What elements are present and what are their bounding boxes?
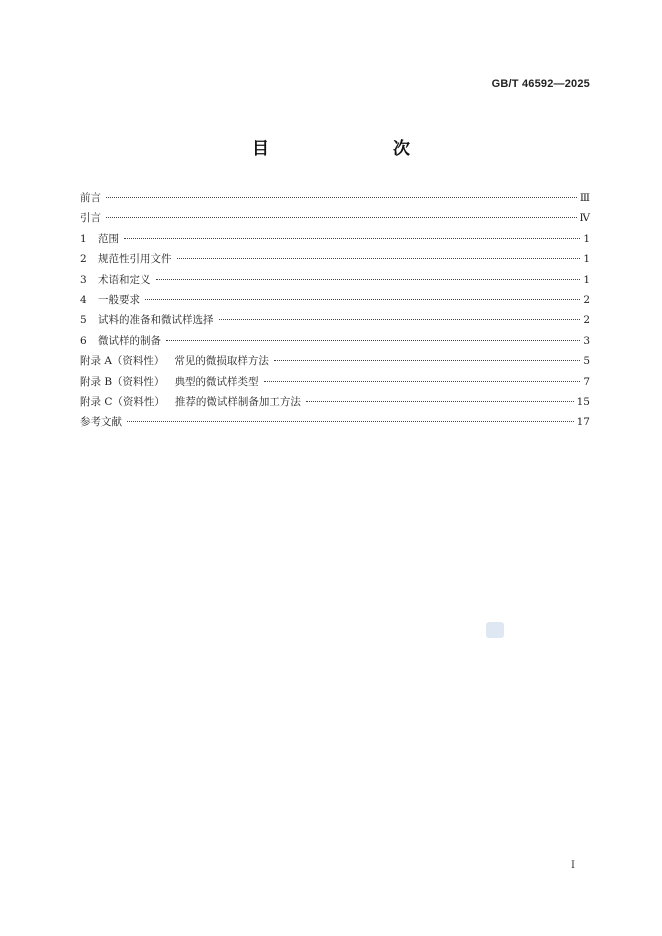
- toc-entry[interactable]: [80, 249, 590, 269]
- toc-entry-label: [80, 412, 122, 432]
- toc-entry[interactable]: [80, 372, 590, 392]
- toc-title: 目 次: [252, 139, 440, 159]
- page-number: I: [571, 860, 575, 871]
- toc-leader-dots: [274, 360, 580, 361]
- toc-entry-label: [80, 249, 172, 269]
- toc-entry-label: [80, 392, 301, 412]
- toc-leader-dots: [156, 279, 581, 280]
- toc-entry-title: 术语和定义: [98, 273, 151, 286]
- toc-entry[interactable]: [80, 331, 590, 351]
- toc-entry-label: [80, 310, 214, 330]
- toc-entry-label: [80, 208, 101, 228]
- table-of-contents: [80, 188, 590, 433]
- toc-entry-page: 17: [576, 416, 590, 429]
- toc-entry-page: 3: [583, 334, 590, 347]
- toc-entry[interactable]: [80, 392, 590, 412]
- toc-entry-page: Ⅲ: [579, 192, 590, 204]
- toc-entry-number: 5: [80, 314, 87, 327]
- toc-leader-dots: [219, 319, 581, 320]
- toc-entry-title: 典型的微试样类型: [174, 375, 259, 388]
- toc-entry-title: 规范性引用文件: [98, 253, 172, 266]
- toc-entry-title: 试料的准备和微试样选择: [98, 314, 214, 327]
- toc-entry-title: 引言: [80, 212, 101, 225]
- toc-leader-dots: [124, 238, 580, 239]
- toc-entry[interactable]: [80, 351, 590, 371]
- toc-entry-page: 7: [583, 375, 590, 388]
- watermark-logo-icon: [486, 622, 504, 638]
- toc-entry-page: 1: [583, 253, 590, 266]
- toc-entry-page: 5: [583, 355, 590, 368]
- toc-entry-page: 1: [583, 232, 590, 245]
- toc-leader-dots: [145, 299, 580, 300]
- toc-entry-title: 范围: [98, 232, 119, 245]
- toc-entry-page: 2: [583, 314, 590, 327]
- standard-code: GB/T 46592—2025: [491, 78, 590, 90]
- toc-entry-label: [80, 290, 140, 310]
- toc-entry-label: [80, 188, 101, 208]
- toc-entry-number: 附录 C（资料性）: [80, 395, 165, 408]
- toc-entry[interactable]: [80, 310, 590, 330]
- toc-entry-label: [80, 270, 151, 290]
- toc-entry-number: 附录 A（资料性）: [80, 355, 165, 368]
- toc-entry-title: 常见的微损取样方法: [174, 355, 269, 368]
- toc-entry[interactable]: [80, 270, 590, 290]
- toc-entry-label: [80, 372, 259, 392]
- toc-entry[interactable]: [80, 188, 590, 208]
- toc-entry-page: 2: [583, 293, 590, 306]
- toc-entry-title: 一般要求: [98, 293, 140, 306]
- toc-entry[interactable]: [80, 412, 590, 432]
- toc-entry-number: 2: [80, 253, 87, 266]
- toc-entry-title: 参考文献: [80, 416, 122, 429]
- toc-entry[interactable]: [80, 290, 590, 310]
- toc-entry-label: [80, 351, 269, 371]
- toc-leader-dots: [166, 340, 580, 341]
- toc-entry-number: 1: [80, 232, 87, 245]
- toc-entry-title: 微试样的制备: [98, 334, 161, 347]
- toc-entry[interactable]: [80, 208, 590, 228]
- toc-leader-dots: [106, 217, 577, 218]
- toc-entry-number: 4: [80, 293, 87, 306]
- toc-entry-page: 1: [583, 273, 590, 286]
- toc-entry-number: 6: [80, 334, 87, 347]
- toc-leader-dots: [127, 421, 574, 422]
- toc-entry-page: Ⅳ: [579, 212, 590, 225]
- toc-leader-dots: [306, 401, 574, 402]
- toc-entry-number: 3: [80, 273, 87, 286]
- toc-leader-dots: [264, 381, 581, 382]
- toc-entry-label: [80, 229, 119, 249]
- toc-leader-dots: [177, 258, 581, 259]
- toc-entry-title: 推荐的微试样制备加工方法: [174, 395, 301, 408]
- toc-leader-dots: [106, 197, 577, 198]
- toc-entry-title: 前言: [80, 192, 101, 204]
- toc-entry-number: 附录 B（资料性）: [80, 375, 165, 388]
- toc-entry[interactable]: [80, 229, 590, 249]
- toc-entry-page: 15: [576, 395, 590, 408]
- toc-entry-label: [80, 331, 161, 351]
